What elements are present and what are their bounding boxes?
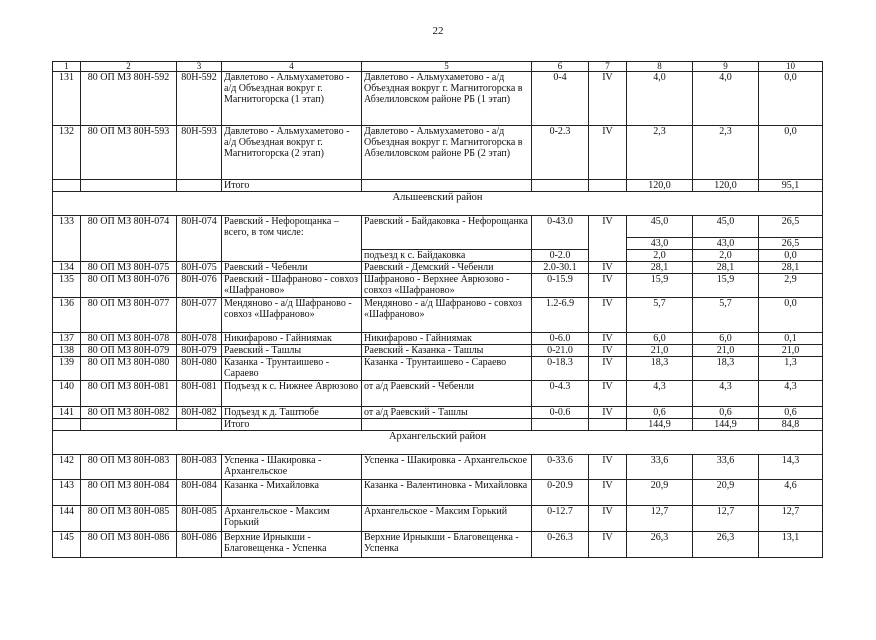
- road-km-range: 0-2.0: [532, 250, 589, 262]
- length-regional: 4,0: [693, 72, 759, 126]
- length-total: 15,9: [627, 274, 693, 298]
- empty-cell: [53, 419, 81, 431]
- road-code: 80Н-080: [177, 357, 222, 381]
- road-name: Мендяново - а/д Шафраново - совхоз «Шафраново»: [222, 298, 362, 333]
- road-category: IV: [589, 274, 627, 298]
- road-code: 80Н-593: [177, 126, 222, 180]
- length-regional: 2,3: [693, 126, 759, 180]
- road-km-range: 0-21.0: [532, 345, 589, 357]
- row-number: 142: [53, 455, 81, 480]
- length-paved: 12,7: [759, 506, 823, 532]
- road-code: 80Н-078: [177, 333, 222, 345]
- row-number: 134: [53, 262, 81, 274]
- column-number-6: 6: [532, 62, 589, 72]
- length-paved: 0,0: [759, 298, 823, 333]
- table-row: [53, 72, 823, 126]
- length-paved: 1,3: [759, 357, 823, 381]
- length-regional: 12,7: [693, 506, 759, 532]
- road-name: Раевский - Нефорощанка – всего, в том числе:: [222, 216, 362, 262]
- total-length-total: 144,9: [627, 419, 693, 431]
- empty-cell: [177, 419, 222, 431]
- length-regional: 0,6: [693, 407, 759, 419]
- road-km-range: 1.2-6.9: [532, 298, 589, 333]
- road-km-range: 0-0.6: [532, 407, 589, 419]
- road-id: 80 ОП МЗ 80Н-076: [81, 274, 177, 298]
- length-paved: 14,3: [759, 455, 823, 480]
- table-row: [53, 298, 823, 333]
- length-paved: 13,1: [759, 532, 823, 558]
- road-id: 80 ОП МЗ 80Н-081: [81, 381, 177, 407]
- road-category: IV: [589, 345, 627, 357]
- road-km-range: 0-4.3: [532, 381, 589, 407]
- road-name: Подъезд к д. Таштюбе: [222, 407, 362, 419]
- empty-cell: [81, 180, 177, 192]
- road-code: 80Н-085: [177, 506, 222, 532]
- road-route: Архангельское - Максим Горький: [362, 506, 532, 532]
- length-regional: 15,9: [693, 274, 759, 298]
- length-regional: 5,7: [693, 298, 759, 333]
- road-id: 80 ОП МЗ 80Н-593: [81, 126, 177, 180]
- length-total: 28,1: [627, 262, 693, 274]
- table-row: [53, 532, 823, 558]
- length-regional: 45,0: [693, 216, 759, 238]
- column-number-1: 1: [53, 62, 81, 72]
- length-total: 4,3: [627, 381, 693, 407]
- length-regional: 18,3: [693, 357, 759, 381]
- road-category: IV: [589, 126, 627, 180]
- empty-cell: [81, 419, 177, 431]
- road-category: IV: [589, 72, 627, 126]
- road-name: Архангельское - Максим Горький: [222, 506, 362, 532]
- table-row: [53, 345, 823, 357]
- table-row: [53, 407, 823, 419]
- road-route: Казанка - Трунтаишево - Сараево: [362, 357, 532, 381]
- column-number-7: 7: [589, 62, 627, 72]
- road-register-table: [52, 61, 823, 558]
- length-paved: 0,0: [759, 126, 823, 180]
- empty-cell: [177, 180, 222, 192]
- length-paved: 4,6: [759, 480, 823, 506]
- length-total: 12,7: [627, 506, 693, 532]
- length-paved: 0,0: [759, 72, 823, 126]
- section-row: [53, 431, 823, 455]
- road-km-range: 0-6.0: [532, 333, 589, 345]
- road-route: подъезд к с. Байдаковка: [362, 250, 532, 262]
- road-id: 80 ОП МЗ 80Н-082: [81, 407, 177, 419]
- road-id: 80 ОП МЗ 80Н-078: [81, 333, 177, 345]
- empty-cell: [53, 180, 81, 192]
- road-code: 80Н-082: [177, 407, 222, 419]
- length-total: 18,3: [627, 357, 693, 381]
- length-regional: 26,3: [693, 532, 759, 558]
- row-number: 132: [53, 126, 81, 180]
- total-length-paved: 84,8: [759, 419, 823, 431]
- column-number-2: 2: [81, 62, 177, 72]
- length-total: 5,7: [627, 298, 693, 333]
- road-route: Раевский - Казанка - Ташлы: [362, 345, 532, 357]
- road-route: Давлетово - Альмухаметово - а/д Объездная вокруг г. Магнитогорска в Абзелиловском районе РБ (2 этап): [362, 126, 532, 180]
- road-code: 80Н-081: [177, 381, 222, 407]
- length-paved: 0,6: [759, 407, 823, 419]
- length-total: 33,6: [627, 455, 693, 480]
- road-code: 80Н-075: [177, 262, 222, 274]
- row-number: 140: [53, 381, 81, 407]
- road-id: 80 ОП МЗ 80Н-075: [81, 262, 177, 274]
- length-paved: 28,1: [759, 262, 823, 274]
- empty-cell: [532, 419, 589, 431]
- road-category: IV: [589, 480, 627, 506]
- length-total: 43,0: [627, 238, 693, 250]
- road-code: 80Н-076: [177, 274, 222, 298]
- road-id: 80 ОП МЗ 80Н-084: [81, 480, 177, 506]
- column-number-8: 8: [627, 62, 693, 72]
- road-km-range: 0-18.3: [532, 357, 589, 381]
- row-number: 138: [53, 345, 81, 357]
- road-category: IV: [589, 532, 627, 558]
- length-regional: 20,9: [693, 480, 759, 506]
- length-total: 4,0: [627, 72, 693, 126]
- column-number-9: 9: [693, 62, 759, 72]
- length-total: 21,0: [627, 345, 693, 357]
- length-paved: 26,5: [759, 238, 823, 250]
- road-name: Давлетово - Альмухаметово - а/д Объездная вокруг г. Магнитогорска (2 этап): [222, 126, 362, 180]
- road-km-range: 0-33.6: [532, 455, 589, 480]
- length-paved: 4,3: [759, 381, 823, 407]
- road-route: Верхние Ирныкши - Благовещенка - Успенка: [362, 532, 532, 558]
- length-regional: 4,3: [693, 381, 759, 407]
- total-length-paved: 95,1: [759, 180, 823, 192]
- road-code: 80Н-084: [177, 480, 222, 506]
- road-route: Казанка - Валентиновка - Михайловка: [362, 480, 532, 506]
- length-total: 6,0: [627, 333, 693, 345]
- road-name: Казанка - Михайловка: [222, 480, 362, 506]
- road-category: IV: [589, 298, 627, 333]
- road-route: от а/д Раевский - Ташлы: [362, 407, 532, 419]
- row-number: 133: [53, 216, 81, 262]
- row-number: 145: [53, 532, 81, 558]
- road-id: 80 ОП МЗ 80Н-086: [81, 532, 177, 558]
- length-paved: 0,1: [759, 333, 823, 345]
- total-row: [53, 180, 823, 192]
- table-row: [53, 216, 823, 238]
- road-km-range: 0-15.9: [532, 274, 589, 298]
- table-row: [53, 357, 823, 381]
- district-heading: Альшеевский район: [53, 192, 823, 216]
- total-length-regional: 120,0: [693, 180, 759, 192]
- road-id: 80 ОП МЗ 80Н-083: [81, 455, 177, 480]
- road-route: Успенка - Шакировка - Архангельское: [362, 455, 532, 480]
- road-category: IV: [589, 455, 627, 480]
- road-name: Раевский - Чебенли: [222, 262, 362, 274]
- empty-cell: [362, 180, 532, 192]
- length-paved: 2,9: [759, 274, 823, 298]
- length-paved: 0,0: [759, 250, 823, 262]
- road-name: Верхние Ирныкши - Благовещенка - Успенка: [222, 532, 362, 558]
- row-number: 135: [53, 274, 81, 298]
- road-id: 80 ОП МЗ 80Н-592: [81, 72, 177, 126]
- table-row: [53, 333, 823, 345]
- length-regional: 33,6: [693, 455, 759, 480]
- table-row: [53, 480, 823, 506]
- road-name: Казанка - Трунтаишево - Сараево: [222, 357, 362, 381]
- length-total: 2,0: [627, 250, 693, 262]
- road-km-range: 0-43.0: [532, 216, 589, 250]
- road-km-range: 0-12.7: [532, 506, 589, 532]
- road-code: 80Н-592: [177, 72, 222, 126]
- road-name: Никифарово - Гайниямак: [222, 333, 362, 345]
- empty-cell: [532, 180, 589, 192]
- total-length-total: 120,0: [627, 180, 693, 192]
- length-total: 45,0: [627, 216, 693, 238]
- length-total: 0,6: [627, 407, 693, 419]
- road-name: Раевский - Шафраново - совхоз «Шафраново»: [222, 274, 362, 298]
- road-id: 80 ОП МЗ 80Н-079: [81, 345, 177, 357]
- road-route: Шафраново - Верхнее Аврюзово - совхоз «Шафраново»: [362, 274, 532, 298]
- road-route: Мендяново - а/д Шафраново - совхоз «Шафраново»: [362, 298, 532, 333]
- road-category: IV: [589, 357, 627, 381]
- road-route: Никифарово - Гайниямак: [362, 333, 532, 345]
- road-code: 80Н-079: [177, 345, 222, 357]
- road-route: Раевский - Байдаковка - Нефорощанка: [362, 216, 532, 250]
- row-number: 131: [53, 72, 81, 126]
- row-number: 139: [53, 357, 81, 381]
- length-regional: 28,1: [693, 262, 759, 274]
- empty-cell: [589, 419, 627, 431]
- road-id: 80 ОП МЗ 80Н-085: [81, 506, 177, 532]
- road-km-range: 0-4: [532, 72, 589, 126]
- road-name: Подъезд к с. Нижнее Аврюзово: [222, 381, 362, 407]
- length-total: 20,9: [627, 480, 693, 506]
- column-number-4: 4: [222, 62, 362, 72]
- length-total: 26,3: [627, 532, 693, 558]
- road-name: Давлетово - Альмухаметово - а/д Объездная вокруг г. Магнитогорска (1 этап): [222, 72, 362, 126]
- total-length-regional: 144,9: [693, 419, 759, 431]
- row-number: 141: [53, 407, 81, 419]
- length-paved: 26,5: [759, 216, 823, 238]
- table-row: [53, 381, 823, 407]
- district-heading: Архангельский район: [53, 431, 823, 455]
- length-regional: 6,0: [693, 333, 759, 345]
- road-category: IV: [589, 381, 627, 407]
- row-number: 144: [53, 506, 81, 532]
- road-category: IV: [589, 506, 627, 532]
- road-category: IV: [589, 407, 627, 419]
- road-km-range: 0-26.3: [532, 532, 589, 558]
- road-code: 80Н-083: [177, 455, 222, 480]
- table-row: [53, 506, 823, 532]
- column-number-row: [53, 62, 823, 72]
- road-code: 80Н-074: [177, 216, 222, 262]
- road-km-range: 0-20.9: [532, 480, 589, 506]
- row-number: 137: [53, 333, 81, 345]
- road-route: Давлетово - Альмухаметово - а/д Объездная вокруг г. Магнитогорска в Абзелиловском районе РБ (1 этап): [362, 72, 532, 126]
- length-regional: 43,0: [693, 238, 759, 250]
- road-category: IV: [589, 333, 627, 345]
- table-row: [53, 126, 823, 180]
- road-id: 80 ОП МЗ 80Н-080: [81, 357, 177, 381]
- road-category: IV: [589, 262, 627, 274]
- column-number-5: 5: [362, 62, 532, 72]
- column-number-3: 3: [177, 62, 222, 72]
- road-category: IV: [589, 216, 627, 262]
- length-regional: 2,0: [693, 250, 759, 262]
- road-route: от а/д Раевский - Чебенли: [362, 381, 532, 407]
- total-label: Итого: [222, 419, 362, 431]
- table-row: [53, 262, 823, 274]
- road-km-range: 0-2.3: [532, 126, 589, 180]
- empty-cell: [589, 180, 627, 192]
- road-id: 80 ОП МЗ 80Н-077: [81, 298, 177, 333]
- road-code: 80Н-086: [177, 532, 222, 558]
- length-paved: 21,0: [759, 345, 823, 357]
- row-number: 136: [53, 298, 81, 333]
- road-code: 80Н-077: [177, 298, 222, 333]
- section-row: [53, 192, 823, 216]
- road-id: 80 ОП МЗ 80Н-074: [81, 216, 177, 262]
- length-total: 2,3: [627, 126, 693, 180]
- road-name: Раевский - Ташлы: [222, 345, 362, 357]
- table-row: [53, 274, 823, 298]
- road-route: Раевский - Демский - Чебенли: [362, 262, 532, 274]
- column-number-10: 10: [759, 62, 823, 72]
- page-number: 22: [432, 25, 444, 37]
- road-name: Успенка - Шакировка - Архангельское: [222, 455, 362, 480]
- total-row: [53, 419, 823, 431]
- length-regional: 21,0: [693, 345, 759, 357]
- row-number: 143: [53, 480, 81, 506]
- table-row: [53, 455, 823, 480]
- total-label: Итого: [222, 180, 362, 192]
- empty-cell: [362, 419, 532, 431]
- road-km-range: 2.0-30.1: [532, 262, 589, 274]
